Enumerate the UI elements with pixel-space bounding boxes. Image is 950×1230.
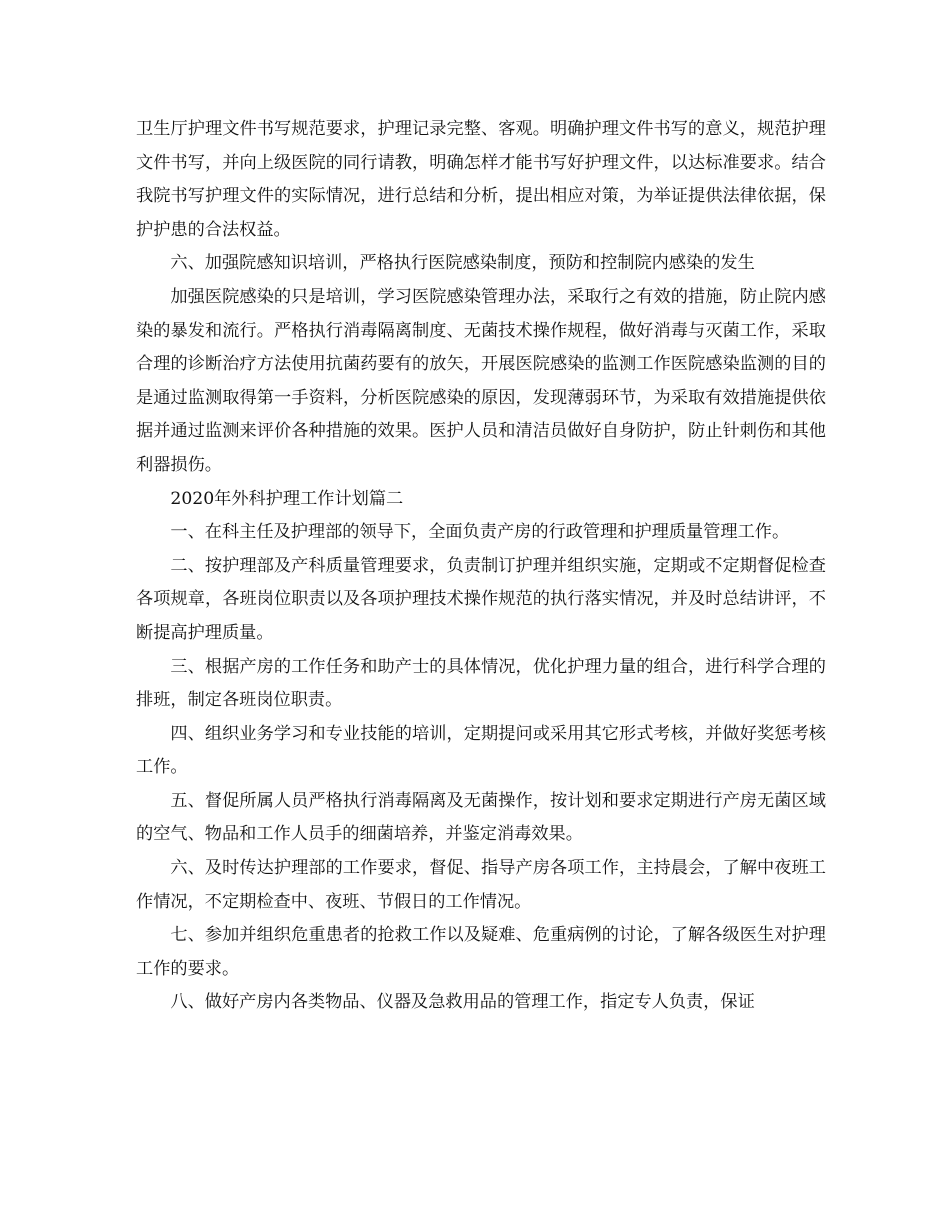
- list-item: 一、在科主任及护理部的领导下，全面负责产房的行政管理和护理质量管理工作。: [170, 522, 790, 543]
- list-item: 五、督促所属人员严格执行消毒隔离及无菌操作，按计划和要求定期进行产房无菌区域的空气、物品和工作人员手的细菌培养，并鉴定消毒效果。: [136, 790, 826, 845]
- paragraph: 加强医院感染的只是培训，学习医院感染管理办法，采取行之有效的措施，防止院内感染的暴发和流行。严格执行消毒隔离制度、无菌技术操作规程，做好消毒与灭菌工作，采取合理的诊断治疗方法使用抗菌药要有的放矢，开展医院感染的监测工作医院感染监测的目的是通过监测取得第一手资料，分析医院感染的原因，发现薄弱环节，为采取有效措施提供依据并通过监测来评价各种措施的效果。医护人员和清洁员做好自身防护，防止针刺伤和其他利器损伤。: [136, 286, 826, 475]
- section-heading: 六、加强院感知识培训，严格执行医院感染制度，预防和控制院内感染的发生: [170, 253, 755, 274]
- list-item: 七、参加并组织危重患者的抢救工作以及疑难、危重病例的讨论，了解各级医生对护理工作的要求。: [136, 925, 826, 979]
- list-item: 四、组织业务学习和专业技能的培训，定期提问或采用其它形式考核，并做好奖惩考核工作。: [136, 723, 826, 778]
- list-item: 六、及时传达护理部的工作要求，督促、指导产房各项工作，主持晨会，了解中夜班工作情况，不定期检查中、夜班、节假日的工作情况。: [136, 858, 826, 912]
- paragraph: 卫生厅护理文件书写规范要求，护理记录完整、客观。明确护理文件书写的意义，规范护理文件书写，并向上级医院的同行请教，明确怎样才能书写好护理文件，以达标准要求。结合我院书写护理文件的实际情况，进行总结和分析，提出相应对策，为举证提供法律依据，保护护患的合法权益。: [136, 119, 826, 240]
- document-subtitle: 2020年外科护理工作计划篇二: [170, 488, 404, 509]
- list-item: 二、按护理部及产科质量管理要求，负责制订护理并组织实施，定期或不定期督促检查各项规章，各班岗位职责以及各项护理技术操作规范的执行落实情况，并及时总结讲评，不断提高护理质量。: [136, 555, 826, 643]
- list-item: 三、根据产房的工作任务和助产士的具体情况，优化护理力量的组合，进行科学合理的排班，制定各班岗位职责。: [136, 656, 826, 711]
- document-body: [136, 113, 826, 1020]
- list-item: 八、做好产房内各类物品、仪器及急救用品的管理工作，指定专人负责，保证: [170, 992, 755, 1013]
